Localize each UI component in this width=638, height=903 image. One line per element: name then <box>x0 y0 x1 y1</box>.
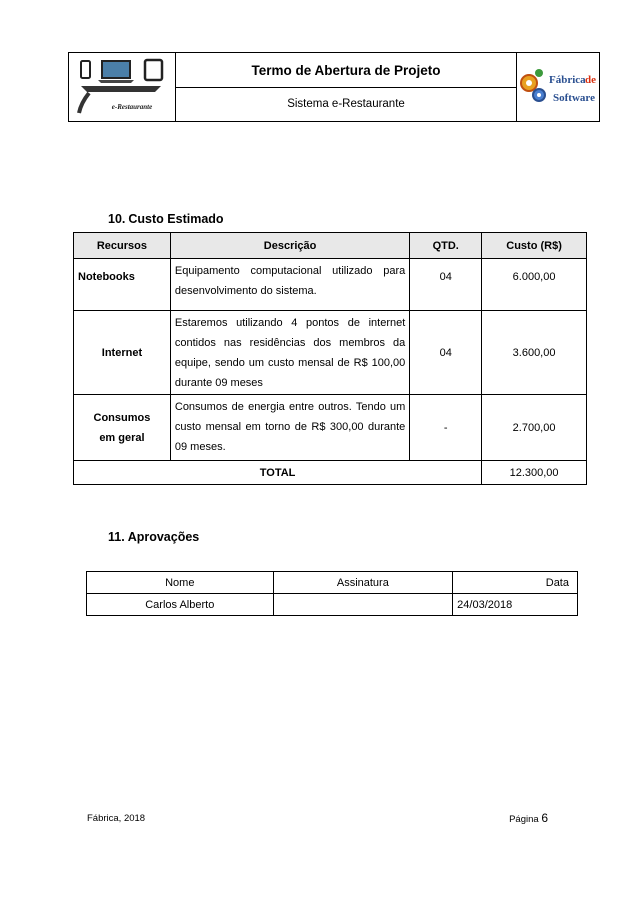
footer-left: Fábrica, 2018 <box>87 813 146 824</box>
section-10-heading <box>108 212 224 226</box>
column-header: Nome <box>87 572 274 594</box>
assinatura-cell <box>273 594 453 616</box>
qtd-cell: 04 <box>410 259 482 311</box>
table-row <box>74 311 587 395</box>
table-header-row <box>74 233 587 259</box>
descricao-cell: Equipamento computacional utilizado para desenvolvimento do sistema. <box>170 259 409 311</box>
table-row <box>74 259 587 311</box>
recurso-line: em geral <box>99 431 145 444</box>
column-header: QTD. <box>410 233 482 259</box>
e-restaurante-logo <box>69 53 176 121</box>
svg-text:de: de <box>585 74 596 86</box>
column-header: Recursos <box>74 233 171 259</box>
page-label: Página <box>509 814 539 825</box>
column-header: Custo (R$) <box>482 233 587 259</box>
svg-text:Fábrica: Fábrica <box>549 74 586 86</box>
custo-cell: 6.000,00 <box>482 259 587 311</box>
recurso-cell: Notebooks <box>74 259 171 311</box>
column-header: Descrição <box>170 233 409 259</box>
table-header-row <box>87 572 578 594</box>
nome-cell: Carlos Alberto <box>87 594 274 616</box>
recurso-cell: Internet <box>74 311 171 395</box>
section-11-heading <box>108 530 199 544</box>
document-subtitle: Sistema e-Restaurante <box>287 98 405 110</box>
table-row <box>87 594 578 616</box>
column-header: Assinatura <box>273 572 453 594</box>
section-title: Aprovações <box>127 530 200 544</box>
document-header <box>68 52 600 122</box>
table-row <box>74 395 587 461</box>
data-cell: 24/03/2018 <box>453 594 578 616</box>
footer-page <box>509 811 548 825</box>
section-title: Custo Estimado <box>128 212 224 226</box>
qtd-cell: - <box>410 395 482 461</box>
section-number: 11. <box>108 530 125 544</box>
page-number: 6 <box>541 811 548 825</box>
approval-table <box>86 571 578 616</box>
recurso-line: Consumos <box>93 411 151 424</box>
descricao-cell: Consumos de energia entre outros. Tendo um custo mensal em torno de R$ 300,00 durante 09 meses. <box>170 395 409 461</box>
svg-text:Software: Software <box>553 92 595 104</box>
recurso-cell <box>74 395 171 461</box>
column-header: Data <box>453 572 578 594</box>
total-label: TOTAL <box>74 461 482 485</box>
svg-text:e-Restaurante: e-Restaurante <box>111 103 153 111</box>
document-title: Termo de Abertura de Projeto <box>175 53 517 88</box>
custo-cell: 2.700,00 <box>482 395 587 461</box>
cost-table <box>73 232 587 485</box>
total-row <box>74 461 587 485</box>
fabrica-de-software-logo <box>516 53 599 121</box>
descricao-cell: Estaremos utilizando 4 pontos de internet contidos nas residências dos membros da equipe, sendo um custo mensal de R$ 100,00 durante 09 meses <box>170 311 409 395</box>
custo-cell: 3.600,00 <box>482 311 587 395</box>
total-value: 12.300,00 <box>482 461 587 485</box>
section-number: 10. <box>108 212 126 226</box>
qtd-cell: 04 <box>410 311 482 395</box>
